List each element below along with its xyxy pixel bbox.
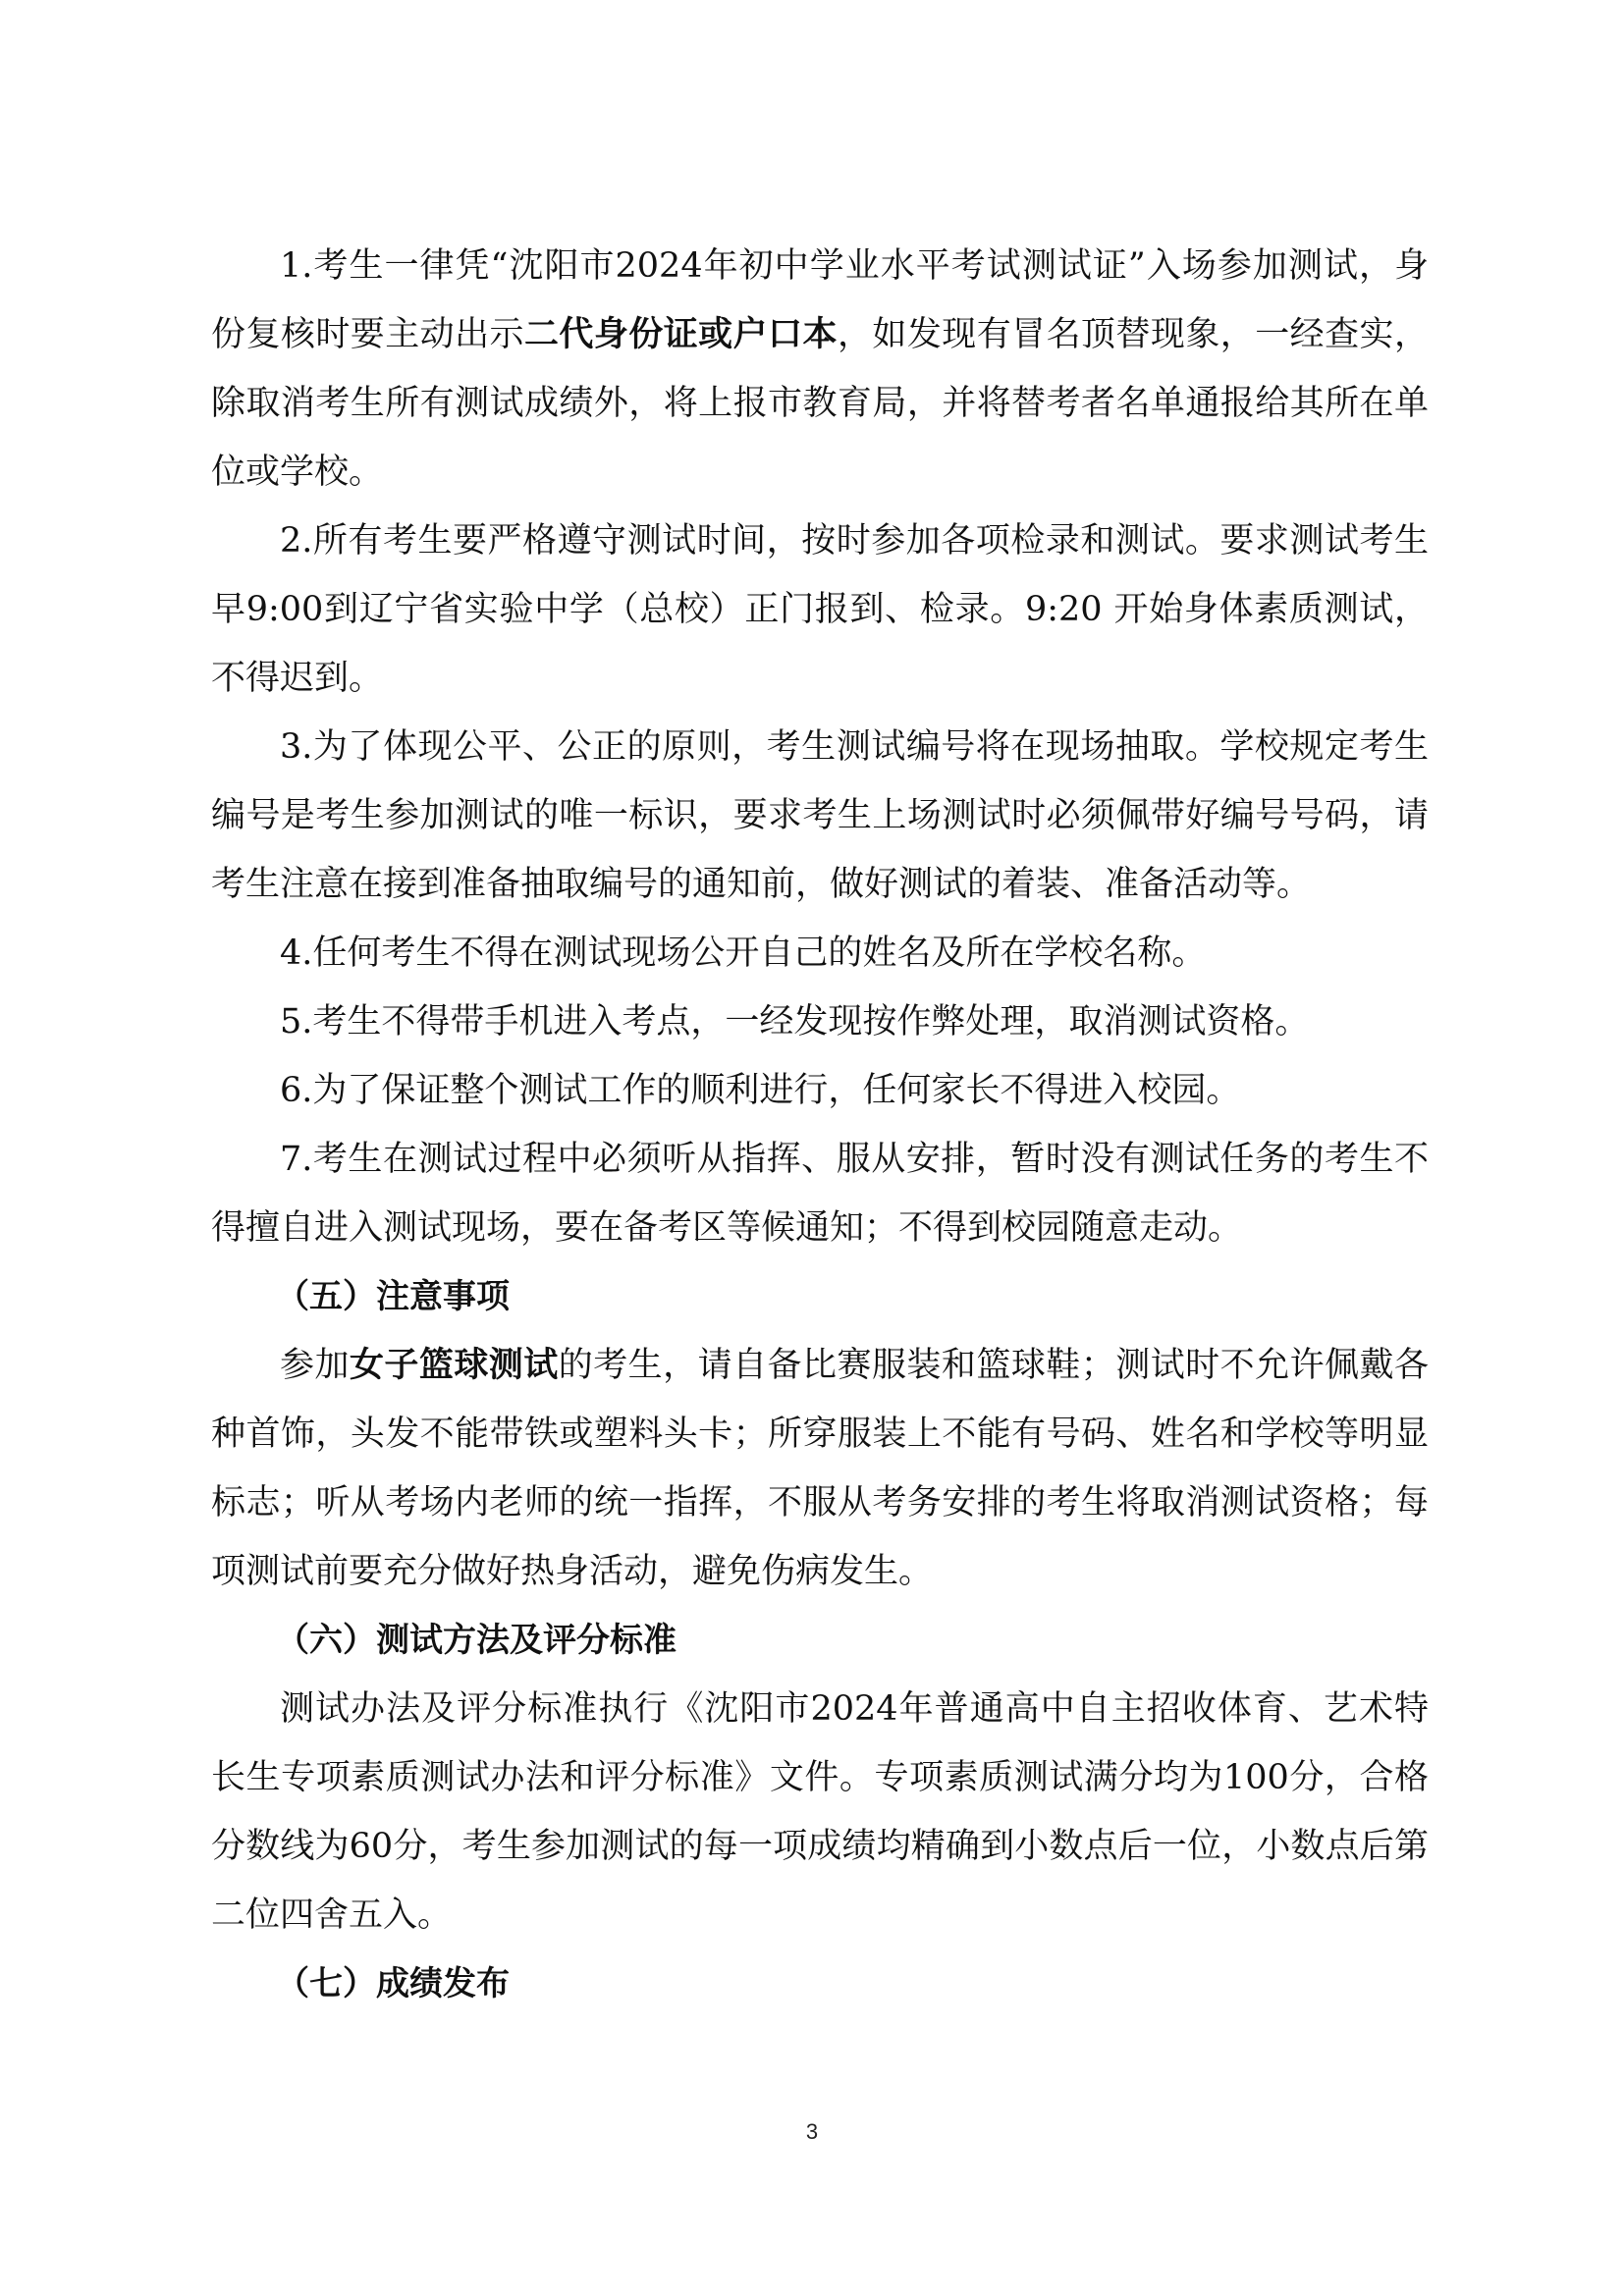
- rule-1-text-after: ，如发现有冒名顶替现象，一经查实，除取消考生所有测试成绩外，将上报市教育局，并将替考者名单通报给其所在单位或学校。: [211, 315, 1429, 492]
- rule-7-paragraph: 7.考生在测试过程中必须听从指挥、服从安排，暂时没有测试任务的考生不得擅自进入测试现场，要在备考区等候通知；不得到校园随意走动。: [211, 1140, 1429, 1248]
- rule-1-bold-text: 二代身份证或户口本: [523, 314, 838, 354]
- section-5-heading: （五）注意事项: [276, 1277, 510, 1316]
- rule-4-paragraph: 4.任何考生不得在测试现场公开自己的姓名及所在学校名称。: [280, 934, 1207, 973]
- section-5-paragraph: [211, 1331, 1429, 1606]
- rule-6-paragraph: 6.为了保证整个测试工作的顺利进行，任何家长不得进入校园。: [280, 1071, 1241, 1110]
- section-5-bold-text: 女子篮球测试: [349, 1345, 559, 1385]
- page-number: 3: [805, 2119, 819, 2144]
- section-6-heading: （六）测试方法及评分标准: [276, 1621, 677, 1660]
- section-6-paragraph: 测试办法及评分标准执行《沈阳市2024年普通高中自主招收体育、艺术特长生专项素质测试办法和评分标准》文件。专项素质测试满分均为100分，合格分数线为60分，考生参加测试的每一项成绩均精确到小数点后一位，小数点后第二位四舍五入。: [211, 1689, 1429, 1935]
- rule-5-paragraph: 5.考生不得带手机进入考点，一经发现按作弊处理，取消测试资格。: [280, 1002, 1310, 1041]
- rule-3-paragraph: 3.为了体现公平、公正的原则，考生测试编号将在现场抽取。学校规定考生编号是考生参加测试的唯一标识，要求考生上场测试时必须佩带好编号号码，请考生注意在接到准备抽取编号的通知前，做好测试的着装、准备活动等。: [211, 727, 1429, 904]
- rule-2-paragraph: 2.所有考生要严格遵守测试时间，按时参加各项检录和测试。要求测试考生早9:00到辽宁省实验中学（总校）正门报到、检录。9:20 开始身体素质测试，不得迟到。: [211, 521, 1429, 698]
- section-7-heading: （七）成绩发布: [276, 1964, 510, 2003]
- document-body: [211, 232, 1429, 2018]
- rule-1-text-before: 1.考生一律凭“沈阳市2024年初中学业水平考试测试证”入场参加测试，身份复核时要主动出示: [211, 246, 1429, 354]
- section-5-text-after: 的考生，请自备比赛服装和篮球鞋；测试时不允许佩戴各种首饰，头发不能带铁或塑料头卡；所穿服装上不能有号码、姓名和学校等明显标志；听从考场内老师的统一指挥，不服从考务安排的考生将取消测试资格；每项测试前要充分做好热身活动，避免伤病发生。: [211, 1346, 1429, 1591]
- section-5-text-before: 参加: [280, 1346, 350, 1385]
- rule-1-paragraph: [211, 232, 1429, 507]
